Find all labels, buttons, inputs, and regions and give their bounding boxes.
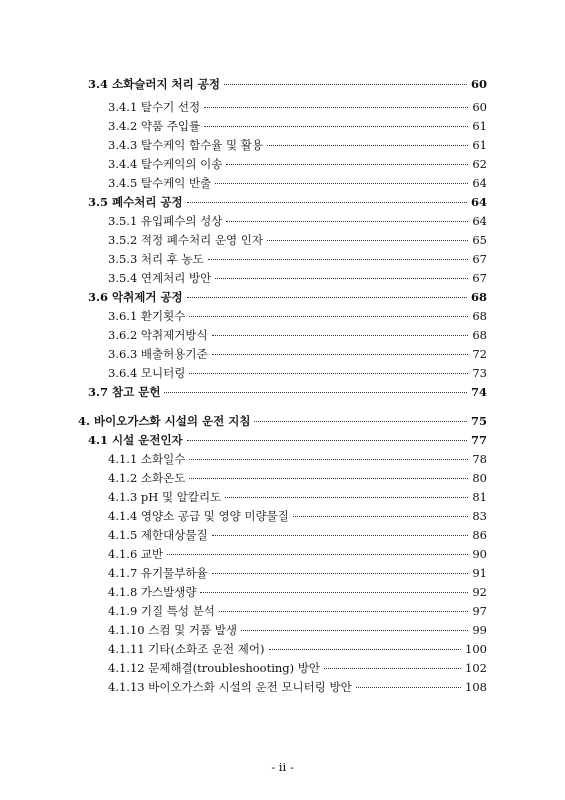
toc-entry-title: 3.4.3 탈수케익 함수율 및 활용: [108, 138, 263, 152]
toc-entry[interactable]: [108, 585, 487, 599]
toc-entry-page: 62: [472, 157, 487, 171]
dot-leader: [189, 478, 468, 479]
dot-leader: [187, 297, 467, 298]
toc-entry-title: 3.4 소화슬러지 처리 공정: [88, 77, 220, 91]
dot-leader: [167, 554, 468, 555]
dot-leader: [204, 126, 468, 127]
toc-entry[interactable]: [78, 414, 487, 428]
dot-leader: [269, 649, 462, 650]
dot-leader: [187, 440, 467, 441]
toc-entry[interactable]: [108, 623, 487, 637]
dot-leader: [204, 107, 468, 108]
toc-entry-page: 83: [472, 509, 487, 523]
toc-entry-page: 61: [472, 138, 487, 152]
toc-entry[interactable]: [108, 138, 487, 152]
toc-entry[interactable]: [108, 680, 487, 694]
toc-entry-page: 74: [470, 385, 487, 399]
toc-entry-title: 3.5.2 적정 폐수처리 운영 인자: [108, 233, 263, 247]
toc-entry-title: 3.6.4 모니터링: [108, 366, 186, 380]
dot-leader: [241, 630, 468, 631]
toc-entry-page: 77: [470, 433, 487, 447]
toc-entry[interactable]: [108, 309, 487, 323]
toc-entry-title: 3.6.3 배출허용기준: [108, 347, 208, 361]
toc-entry-page: 75: [470, 414, 487, 428]
toc-entry-title: 4.1.2 소화온도: [108, 471, 186, 485]
toc-entry-page: 64: [472, 176, 487, 190]
toc-entry-page: 64: [470, 195, 487, 209]
dot-leader: [164, 392, 467, 393]
toc-entry-page: 80: [472, 471, 487, 485]
toc-entry-title: 4.1.5 제한대상물질: [108, 528, 208, 542]
dot-leader: [208, 259, 469, 260]
toc-entry-page: 60: [470, 77, 487, 91]
toc-entry[interactable]: [108, 661, 487, 675]
toc-entry-page: 86: [472, 528, 487, 542]
toc-entry-page: 68: [470, 290, 487, 304]
toc-entry-title: 4.1.11 기타(소화조 운전 제어): [108, 642, 265, 656]
toc-entry-page: 64: [472, 214, 487, 228]
toc-entry-page: 81: [472, 490, 487, 504]
dot-leader: [324, 668, 461, 669]
toc-entry[interactable]: [108, 547, 487, 561]
toc-entry-title: 4.1.6 교반: [108, 547, 164, 561]
toc-entry[interactable]: [108, 490, 487, 504]
toc-entry-page: 72: [472, 347, 487, 361]
dot-leader: [189, 373, 468, 374]
toc-entry[interactable]: [108, 366, 487, 380]
toc-entry[interactable]: [108, 176, 487, 190]
toc-entry-title: 4.1.9 기질 특성 분석: [108, 604, 215, 618]
toc-entry-page: 68: [472, 328, 487, 342]
toc-entry-title: 4.1.13 바이오가스화 시설의 운전 모니터링 방안: [108, 680, 352, 694]
toc-entry-title: 3.6 악취제거 공정: [88, 290, 183, 304]
toc-entry-title: 4.1.12 문제해결(troubleshooting) 방안: [108, 661, 321, 675]
toc-entry-page: 100: [465, 642, 487, 656]
toc-entry-page: 91: [472, 566, 487, 580]
toc-entry[interactable]: [108, 528, 487, 542]
dot-leader: [267, 145, 468, 146]
toc-entry-page: 68: [472, 309, 487, 323]
dot-leader: [293, 516, 469, 517]
page-number-footer: - ii -: [271, 760, 294, 774]
toc-entry[interactable]: [108, 233, 487, 247]
toc-entry[interactable]: [108, 509, 487, 523]
toc-entry[interactable]: [88, 433, 487, 447]
toc-entry[interactable]: [88, 385, 487, 399]
dot-leader: [226, 164, 468, 165]
toc-entry-title: 3.4.5 탈수케익 반출: [108, 176, 212, 190]
dot-leader: [267, 240, 468, 241]
toc-entry-page: 102: [465, 661, 487, 675]
toc-entry-page: 97: [472, 604, 487, 618]
toc-entry[interactable]: [108, 566, 487, 580]
dot-leader: [189, 316, 468, 317]
toc-entry[interactable]: [88, 195, 487, 209]
dot-leader: [200, 592, 468, 593]
toc-entry-title: 4.1 시설 운전인자: [88, 433, 183, 447]
toc-entry-title: 4.1.7 유기물부하율: [108, 566, 208, 580]
toc-entry[interactable]: [108, 271, 487, 285]
toc-entry[interactable]: [108, 157, 487, 171]
dot-leader: [224, 84, 467, 85]
toc-entry-page: 65: [472, 233, 487, 247]
toc-entry-title: 4.1.3 pH 및 알칼리도: [108, 490, 222, 504]
toc-entry-title: 3.6.2 악취제거방식: [108, 328, 208, 342]
toc-entry-page: 92: [472, 585, 487, 599]
toc-entry[interactable]: [108, 214, 487, 228]
toc-entry-page: 108: [465, 680, 487, 694]
toc-entry-title: 3.4.2 약품 주입률: [108, 119, 201, 133]
toc-entry-title: 4.1.10 스컴 및 거품 발생: [108, 623, 237, 637]
dot-leader: [215, 183, 468, 184]
toc-entry-title: 3.6.1 환기횟수: [108, 309, 186, 323]
toc-entry-title: 3.5.1 유입폐수의 성상: [108, 214, 223, 228]
toc-entry-page: 61: [472, 119, 487, 133]
toc-entry-title: 4. 바이오가스화 시설의 운전 지침: [78, 414, 251, 428]
dot-leader: [215, 278, 468, 279]
toc-entry-title: 3.5.4 연계처리 방안: [108, 271, 212, 285]
dot-leader: [225, 497, 468, 498]
toc-entry-page: 78: [472, 452, 487, 466]
dot-leader: [212, 573, 469, 574]
dot-leader: [212, 535, 469, 536]
dot-leader: [254, 421, 467, 422]
toc-entry[interactable]: [108, 100, 487, 114]
toc-entry-page: 90: [472, 547, 487, 561]
toc-entry[interactable]: [108, 471, 487, 485]
toc-entry[interactable]: [88, 290, 487, 304]
toc-entry-title: 4.1.8 가스발생량: [108, 585, 197, 599]
toc-entry-title: 3.5 폐수처리 공정: [88, 195, 183, 209]
toc-entry[interactable]: [108, 347, 487, 361]
toc-entry-page: 60: [472, 100, 487, 114]
dot-leader: [212, 335, 469, 336]
toc-entry[interactable]: [108, 119, 487, 133]
toc-entry[interactable]: [108, 604, 487, 618]
toc-entry-title: 3.4.1 탈수기 선정: [108, 100, 201, 114]
toc-entry-title: 3.7 참고 문헌: [88, 385, 161, 399]
dot-leader: [189, 459, 468, 460]
toc-entry-page: 99: [472, 623, 487, 637]
toc-entry-title: 3.5.3 처리 후 농도: [108, 252, 204, 266]
toc-entry-title: 4.1.4 영양소 공급 및 영양 미량물질: [108, 509, 289, 523]
dot-leader: [212, 354, 469, 355]
toc-entry[interactable]: [108, 252, 487, 266]
toc-entry[interactable]: [108, 642, 487, 656]
toc-entry[interactable]: [108, 328, 487, 342]
toc-entry-page: 73: [472, 366, 487, 380]
dot-leader: [226, 221, 468, 222]
toc-entry-page: 67: [472, 271, 487, 285]
toc-entry-title: 3.4.4 탈수케익의 이송: [108, 157, 223, 171]
toc-entry[interactable]: [108, 452, 487, 466]
toc-entry[interactable]: [88, 77, 487, 91]
dot-leader: [187, 202, 467, 203]
dot-leader: [356, 687, 461, 688]
toc-entry-title: 4.1.1 소화일수: [108, 452, 186, 466]
dot-leader: [219, 611, 468, 612]
toc-entry-page: 67: [472, 252, 487, 266]
